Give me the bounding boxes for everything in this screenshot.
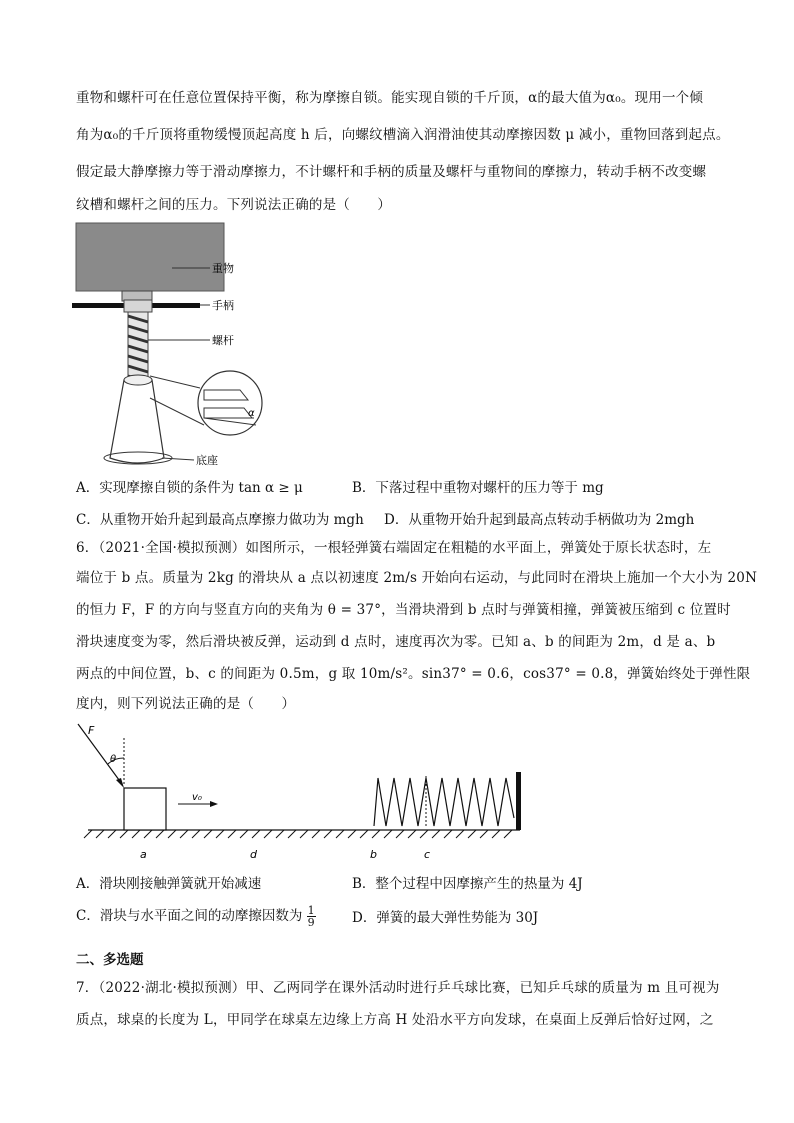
- q5-line-3: 假定最大静摩擦力等于滑动摩擦力，不计螺杆和手柄的质量及螺杆与重物间的摩擦力，转动手柄不改变螺: [76, 164, 707, 180]
- label-base: 底座: [196, 454, 218, 467]
- label-weight: 重物: [212, 262, 234, 275]
- q6-line-1: 6．（2021·全国·模拟预测）如图所示，一根轻弹簧右端固定在粗糙的水平面上，弹簧处于原长状态时，左: [76, 540, 712, 556]
- q7-line-2: 质点，球桌的长度为 L，甲同学在球桌左边缘上方高 H 处沿水平方向发球，在桌面上反弹后恰好过网，之: [76, 1012, 714, 1028]
- q6-line-2: 端位于 b 点。质量为 2kg 的滑块从 a 点以初速度 2m/s 开始向右运动，与此同时在滑块上施加一个大小为 20N: [76, 570, 758, 586]
- q6-line-4: 滑块速度变为零，然后滑块被反弹，运动到 d 点时，速度再次为零。已知 a、b 的间距为 2m，d 是 a、b: [76, 634, 716, 650]
- wall: [516, 772, 521, 830]
- label-v0: v₀: [192, 792, 202, 803]
- fraction: [307, 905, 316, 928]
- label-f: F: [88, 724, 95, 737]
- label-screw: 螺杆: [212, 334, 234, 347]
- label-theta: θ: [110, 754, 117, 765]
- q7-line-1: 7．（2022·湖北·模拟预测）甲、乙两同学在课外活动时进行乒乓球比赛，已知乒乓球的质量为 m 且可视为: [76, 980, 720, 996]
- fraction-numerator: 1: [307, 904, 315, 917]
- base: [110, 376, 164, 463]
- jack-figure: [72, 220, 272, 470]
- thread-detail-circle: [198, 371, 262, 435]
- label-a: a: [140, 848, 147, 861]
- spring: [374, 778, 514, 826]
- label-handle: 手柄: [212, 299, 234, 312]
- label-alpha: α: [248, 408, 255, 419]
- q6-option-d: D．弹簧的最大弹性势能为 30J: [352, 910, 539, 926]
- section-title: 二、多选题: [76, 952, 144, 968]
- slider-block: [124, 788, 166, 830]
- q5-line-2: 角为α₀的千斤顶将重物缓慢顶起高度 h 后，向螺纹槽滴入润滑油使其动摩擦因数 μ 减小，重物回落到起点。: [76, 127, 730, 143]
- q6-line-6: 度内，则下列说法正确的是（ ）: [76, 696, 296, 712]
- weight-block: [76, 223, 224, 291]
- q5-line-1: 重物和螺杆可在任意位置保持平衡，称为摩擦自锁。能实现自锁的千斤顶，α的最大值为α₀。现用一个倾: [76, 90, 704, 106]
- q6-line-5: 两点的中间位置，b、c 的间距为 0.5m，g 取 10m/s²。sin37° = 0.6，cos37° = 0.8，弹簧始终处于弹性限: [76, 666, 751, 682]
- ground-hatching: [84, 830, 512, 838]
- q5-option-c: C．从重物开始升起到最高点摩擦力做功为 mgh: [76, 512, 364, 528]
- label-d: d: [250, 848, 257, 861]
- q6-option-c: [76, 905, 316, 928]
- q6-option-b: B．整个过程中因摩擦产生的热量为 4J: [352, 876, 583, 892]
- q5-option-a: A．实现摩擦自锁的条件为 tan α ≥ μ: [76, 480, 303, 496]
- q5-option-b: B．下落过程中重物对螺杆的压力等于 mg: [352, 480, 604, 496]
- label-b: b: [370, 848, 377, 861]
- label-c: c: [424, 848, 431, 861]
- q5-line-4: 纹槽和螺杆之间的压力。下列说法正确的是（ ）: [76, 197, 392, 213]
- fraction-denominator: 9: [307, 916, 315, 929]
- q6-option-c-text: C．滑块与水平面之间的动摩擦因数为: [76, 908, 303, 924]
- q6-option-a: A．滑块刚接触弹簧就开始减速: [76, 876, 262, 892]
- q6-line-3: 的恒力 F，F 的方向与竖直方向的夹角为 θ = 37°，当滑块滑到 b 点时与弹簧相撞，弹簧被压缩到 c 位置时: [76, 602, 731, 618]
- spring-figure: [74, 718, 534, 866]
- q5-option-d: D．从重物开始升起到最高点转动手柄做功为 2mgh: [384, 512, 695, 528]
